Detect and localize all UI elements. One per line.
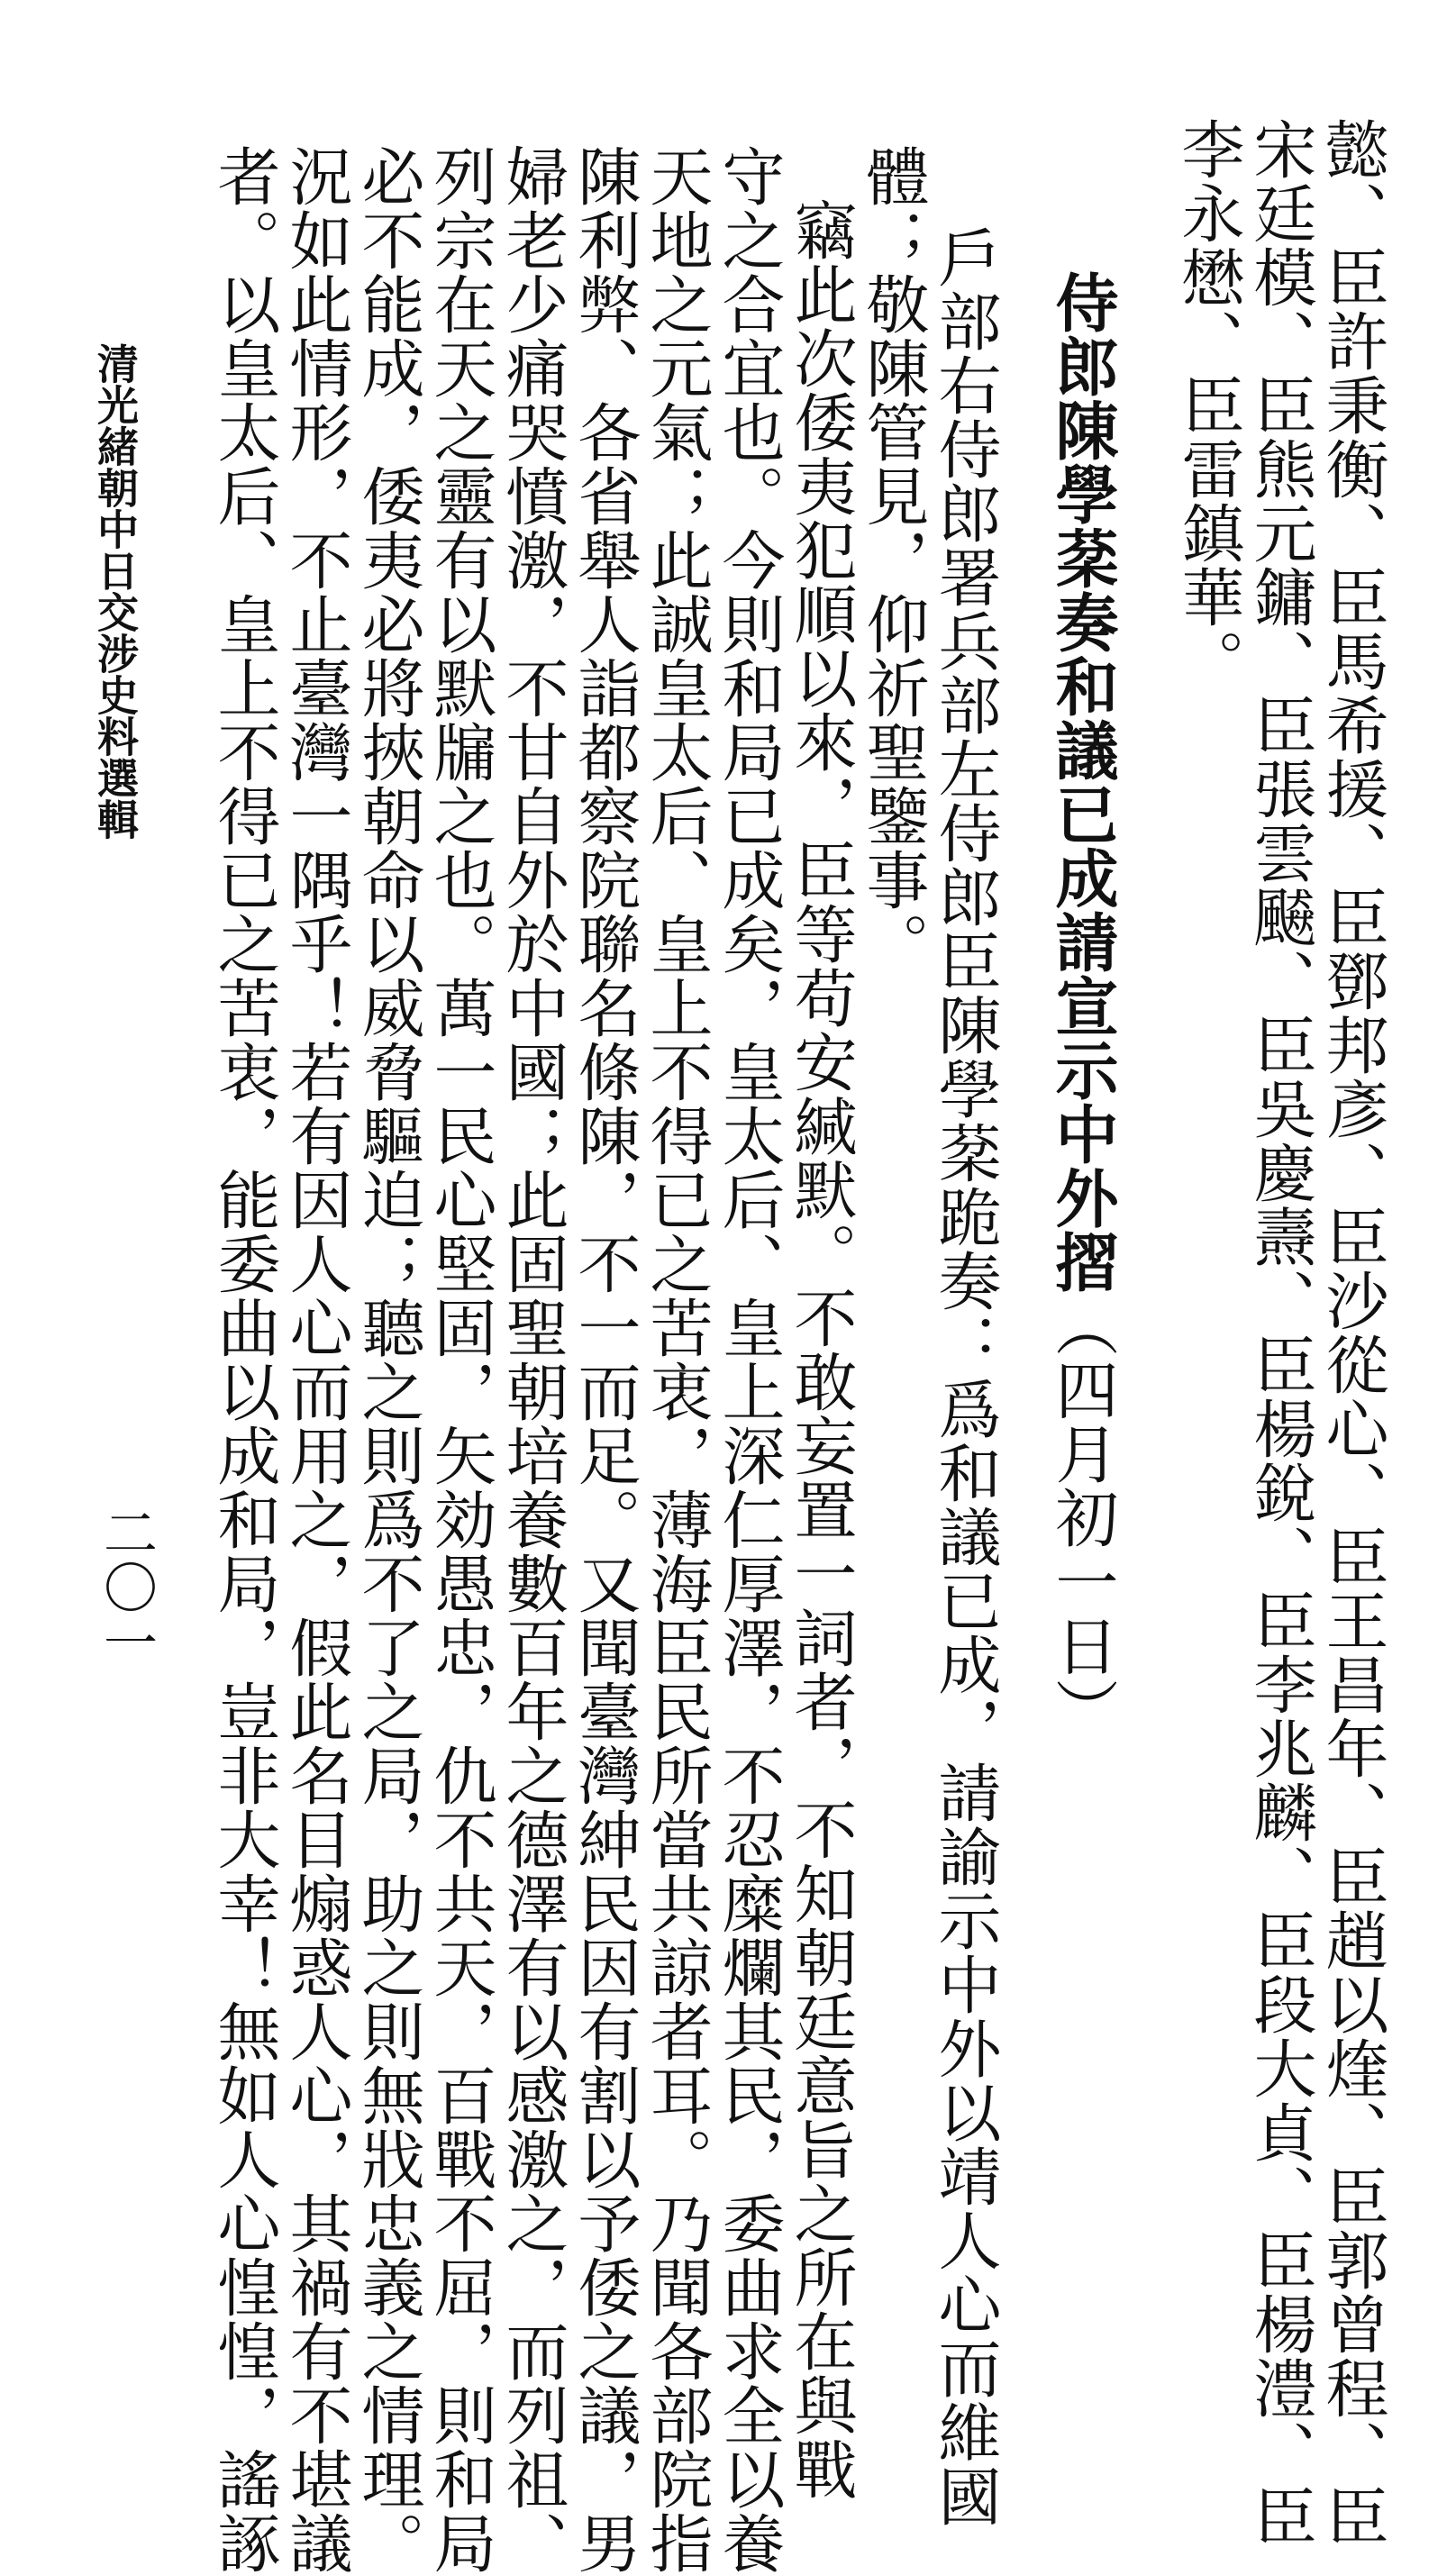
heading-title: 侍郎陳學棻奏和議已成請宣示中外摺 [1045, 270, 1120, 1294]
text-column-11: 列宗在天之靈有以默牖之也。萬一民心堅固，矢効愚忠，仇不共天，百戰不屈，則和局 [423, 144, 497, 2575]
page-number: 二〇一 [95, 1505, 158, 1670]
text-column-2: 宋廷模、臣熊元鏞、臣張雲飇、臣吳慶燾、臣楊銳、臣李兆麟、臣段大貞、臣楊澧、臣 [1243, 117, 1317, 2548]
text-column-14: 者。以皇太后、皇上不得已之苦衷，能委曲以成和局，豈非大幸！無如人心惶惶，謠諑 [207, 144, 281, 2575]
text-column-7: 守之合宜也。今則和局已成矣，皇太后、皇上深仁厚澤，不忍糜爛其民，委曲求全以養 [712, 144, 786, 2575]
document-heading [1045, 270, 1120, 1742]
text-column-12: 必不能成，倭夷必將挾朝命以威脅驅迫；聽之則爲不了之局，助之則無戕忠義之情理。 [351, 144, 425, 2575]
text-column-5: 體；敬陳管見，仰祈聖鑒事。 [856, 144, 930, 976]
book-title: 清光緒朝中日交涉史料選輯 [91, 342, 140, 840]
text-column-13: 況如此情形，不止臺灣一隅乎！若有因人心而用之，假此名目煽惑人心，其禍有不堪議 [279, 144, 353, 2575]
text-column-1: 懿、臣許秉衡、臣馬希援、臣鄧邦彥、臣沙從心、臣王昌年、臣趙以煃、臣郭曾程、臣 [1315, 117, 1389, 2548]
text-column-9: 陳利弊、各省舉人詣都察院聯名條陳，不一而足。又聞臺灣紳民因有割以予倭之議，男 [568, 144, 642, 2575]
text-column-4: 戶部右侍郎署兵部左侍郎臣陳學棻跪奏：爲和議已成，請諭示中外以靖人心而維國 [928, 225, 1002, 2528]
text-column-3: 李永懋、臣雷鎮華。 [1171, 117, 1245, 693]
text-column-10: 婦老少痛哭憤激，不甘自外於中國；此固聖朝培養數百年之德澤有以感激之，而列祖、 [496, 144, 569, 2575]
text-column-6: 竊此次倭夷犯順以來，臣等苟安緘默。不敢妄置一詞者，不知朝廷意旨之所在與戰 [784, 198, 858, 2501]
heading-date: （四月初一日） [1045, 1294, 1119, 1742]
text-column-8: 天地之元氣；此誠皇太后、皇上不得已之苦衷，薄海臣民所當共諒者耳。乃聞各部院指 [640, 144, 714, 2575]
